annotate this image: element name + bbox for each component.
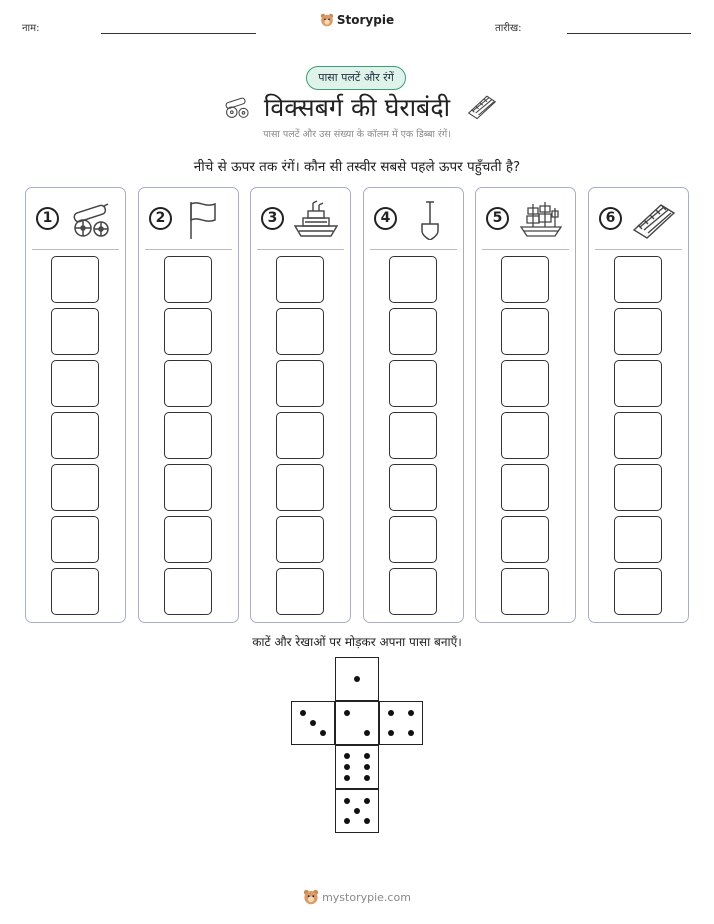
column-4 (363, 187, 464, 623)
color-box[interactable] (276, 256, 324, 303)
color-box[interactable] (614, 464, 662, 511)
color-box[interactable] (501, 516, 549, 563)
name-label: नाम: (22, 23, 40, 34)
color-box[interactable] (389, 464, 437, 511)
color-box[interactable] (276, 568, 324, 615)
column-6 (588, 187, 689, 623)
color-box[interactable] (164, 308, 212, 355)
column-number: 6 (599, 207, 622, 230)
color-box[interactable] (389, 308, 437, 355)
column-3 (250, 187, 351, 623)
column-number: 3 (261, 207, 284, 230)
sailing-ship-icon (518, 200, 564, 240)
color-box[interactable] (389, 256, 437, 303)
color-box[interactable] (501, 360, 549, 407)
color-box[interactable] (501, 308, 549, 355)
color-box[interactable] (276, 360, 324, 407)
color-box[interactable] (389, 568, 437, 615)
column-5 (475, 187, 576, 623)
brand-logo (0, 13, 714, 27)
die-face-6 (335, 745, 379, 789)
bear-icon (303, 889, 319, 905)
activity-tag: पासा पलटें और रंगें (306, 66, 406, 90)
color-box[interactable] (51, 464, 99, 511)
color-box[interactable] (389, 412, 437, 459)
instruction-text: नीचे से ऊपर तक रंगें। कौन सी तस्वीर सबसे पहले ऊपर पहुँचती है? (193, 159, 521, 175)
color-box[interactable] (51, 412, 99, 459)
name-line[interactable] (101, 33, 256, 34)
die-face-4 (379, 701, 423, 745)
color-box[interactable] (614, 308, 662, 355)
date-line[interactable] (567, 33, 691, 34)
title-trench-icon (464, 92, 500, 120)
color-box[interactable] (389, 516, 437, 563)
color-box[interactable] (51, 360, 99, 407)
column-1 (25, 187, 126, 623)
page-subtitle: पासा पलटें और उस संख्या के कॉलम में एक डिब्बा रंगें। (263, 129, 451, 140)
column-2 (138, 187, 239, 623)
flag-icon (181, 200, 227, 240)
die-face-3 (291, 701, 335, 745)
color-box[interactable] (614, 568, 662, 615)
color-box[interactable] (276, 464, 324, 511)
footer-url[interactable]: mystorypie.com (322, 891, 411, 904)
color-box[interactable] (51, 568, 99, 615)
page-title: विक्सबर्ग की घेराबंदी (263, 93, 451, 122)
color-box[interactable] (276, 412, 324, 459)
color-box[interactable] (501, 464, 549, 511)
color-box[interactable] (164, 568, 212, 615)
color-box[interactable] (276, 308, 324, 355)
die-face-1 (335, 657, 379, 701)
color-box[interactable] (164, 412, 212, 459)
bear-icon (320, 13, 334, 27)
color-box[interactable] (51, 516, 99, 563)
shovel-icon (406, 200, 452, 240)
cut-instruction: काटें और रेखाओं पर मोड़कर अपना पासा बनाएँ। (252, 635, 462, 649)
color-box[interactable] (51, 308, 99, 355)
color-box[interactable] (164, 360, 212, 407)
steamboat-icon (293, 200, 339, 240)
color-box[interactable] (501, 568, 549, 615)
trench-icon (631, 200, 677, 240)
footer (0, 889, 714, 905)
color-box[interactable] (389, 360, 437, 407)
color-box[interactable] (164, 516, 212, 563)
die-face-2 (335, 701, 379, 745)
date-label: तारीख: (495, 23, 522, 34)
color-box[interactable] (164, 256, 212, 303)
column-number: 2 (149, 207, 172, 230)
column-number: 1 (36, 207, 59, 230)
color-box[interactable] (501, 256, 549, 303)
color-box[interactable] (614, 516, 662, 563)
column-number: 4 (374, 207, 397, 230)
color-box[interactable] (276, 516, 324, 563)
brand-name: Storypie (336, 13, 395, 27)
die-face-5 (335, 789, 379, 833)
color-box[interactable] (614, 256, 662, 303)
cannon-icon (68, 200, 114, 240)
color-box[interactable] (614, 360, 662, 407)
color-box[interactable] (164, 464, 212, 511)
color-box[interactable] (51, 256, 99, 303)
color-box[interactable] (614, 412, 662, 459)
column-number: 5 (486, 207, 509, 230)
color-box[interactable] (501, 412, 549, 459)
